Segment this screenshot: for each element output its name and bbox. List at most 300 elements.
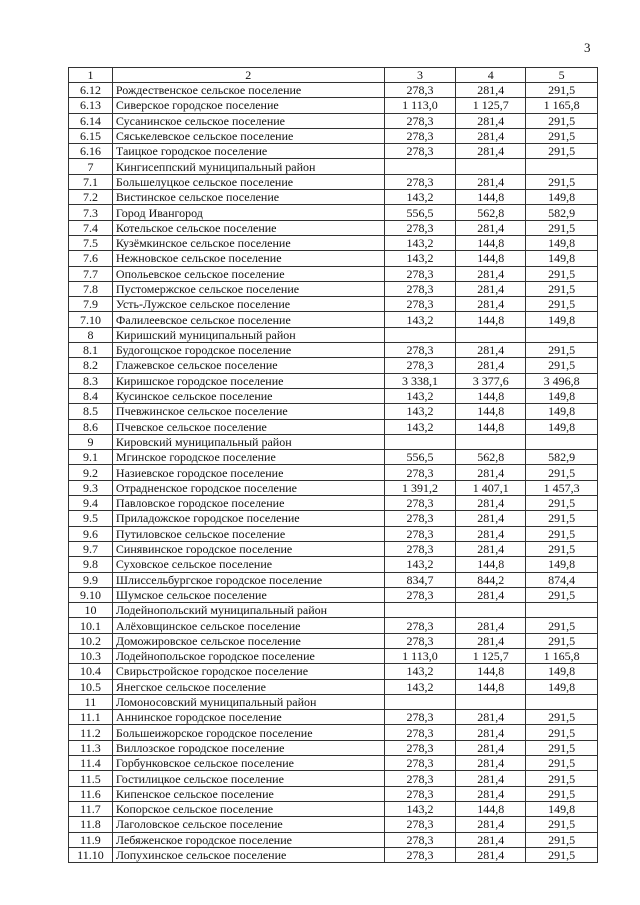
value-col4-cell: 144,8 <box>456 557 526 572</box>
municipality-name-cell: Сусанинское сельское поселение <box>112 113 384 128</box>
value-col3-cell: 143,2 <box>384 419 456 434</box>
value-col5-cell: 1 165,8 <box>526 648 598 663</box>
value-col4-cell: 1 125,7 <box>456 98 526 113</box>
table-row <box>69 113 598 128</box>
value-col4-cell: 281,4 <box>456 358 526 373</box>
value-col4-cell: 281,4 <box>456 144 526 159</box>
row-number-cell: 9.5 <box>69 511 113 526</box>
value-col5-cell: 291,5 <box>526 266 598 281</box>
value-col5-cell: 3 496,8 <box>526 373 598 388</box>
value-col4-cell: 281,4 <box>456 710 526 725</box>
table-row <box>69 266 598 281</box>
value-col3-cell: 278,3 <box>384 281 456 296</box>
row-number-cell: 11.5 <box>69 771 113 786</box>
row-number-cell: 6.14 <box>69 113 113 128</box>
municipality-name-cell: Павловское городское поселение <box>112 496 384 511</box>
value-col3-cell: 278,3 <box>384 786 456 801</box>
municipality-name-cell: Котельское сельское поселение <box>112 220 384 235</box>
value-col4-cell: 281,4 <box>456 740 526 755</box>
value-col3-cell: 278,3 <box>384 526 456 541</box>
table-row <box>69 190 598 205</box>
value-col4-cell: 281,4 <box>456 220 526 235</box>
value-col5-cell <box>526 434 598 449</box>
row-number-cell: 7.6 <box>69 251 113 266</box>
value-col3-cell: 278,3 <box>384 266 456 281</box>
table-row <box>69 98 598 113</box>
row-number-cell: 7.2 <box>69 190 113 205</box>
value-col3-cell: 278,3 <box>384 83 456 98</box>
table-row <box>69 847 598 862</box>
municipality-name-cell: Шумское сельское поселение <box>112 587 384 602</box>
value-col3-cell: 278,3 <box>384 756 456 771</box>
allocation-table <box>68 67 598 863</box>
value-col4-cell: 281,4 <box>456 832 526 847</box>
value-col3-cell: 278,3 <box>384 740 456 755</box>
value-col5-cell: 291,5 <box>526 740 598 755</box>
municipality-name-cell: Лодейнопольский муниципальный район <box>112 603 384 618</box>
table-row <box>69 159 598 174</box>
value-col4-cell: 281,4 <box>456 756 526 771</box>
value-col5-cell: 291,5 <box>526 756 598 771</box>
value-col3-cell: 556,5 <box>384 205 456 220</box>
row-number-cell: 8.1 <box>69 343 113 358</box>
municipality-name-cell: Будогощское городское поселение <box>112 343 384 358</box>
header-cell-2: 2 <box>112 68 384 83</box>
value-col3-cell: 278,3 <box>384 511 456 526</box>
value-col3-cell: 143,2 <box>384 190 456 205</box>
value-col3-cell: 143,2 <box>384 388 456 403</box>
value-col3-cell <box>384 159 456 174</box>
municipality-name-cell: Лаголовское сельское поселение <box>112 817 384 832</box>
table-row <box>69 511 598 526</box>
value-col5-cell: 291,5 <box>526 343 598 358</box>
value-col3-cell: 278,3 <box>384 465 456 480</box>
header-cell-3: 3 <box>384 68 456 83</box>
row-number-cell: 9.8 <box>69 557 113 572</box>
value-col4-cell: 281,4 <box>456 343 526 358</box>
value-col3-cell: 278,3 <box>384 847 456 862</box>
value-col3-cell: 278,3 <box>384 725 456 740</box>
municipality-name-cell: Нежновское сельское поселение <box>112 251 384 266</box>
table-row <box>69 572 598 587</box>
value-col5-cell <box>526 327 598 342</box>
value-col3-cell: 143,2 <box>384 312 456 327</box>
value-col5-cell: 149,8 <box>526 679 598 694</box>
value-col3-cell: 278,3 <box>384 496 456 511</box>
table-row <box>69 832 598 847</box>
value-col4-cell: 1 125,7 <box>456 648 526 663</box>
municipality-name-cell: Кировский муниципальный район <box>112 434 384 449</box>
municipality-name-cell: Назиевское городское поселение <box>112 465 384 480</box>
municipality-name-cell: Аннинское городское поселение <box>112 710 384 725</box>
value-col5-cell: 291,5 <box>526 817 598 832</box>
value-col3-cell: 278,3 <box>384 633 456 648</box>
row-number-cell: 9.9 <box>69 572 113 587</box>
value-col3-cell: 143,2 <box>384 664 456 679</box>
value-col3-cell: 1 113,0 <box>384 98 456 113</box>
table-row <box>69 756 598 771</box>
table-row <box>69 251 598 266</box>
municipality-name-cell: Копорское сельское поселение <box>112 801 384 816</box>
table-row <box>69 618 598 633</box>
municipality-name-cell: Пустомержское сельское поселение <box>112 281 384 296</box>
value-col5-cell: 291,5 <box>526 847 598 862</box>
row-number-cell: 10.1 <box>69 618 113 633</box>
value-col5-cell <box>526 603 598 618</box>
value-col4-cell: 281,4 <box>456 786 526 801</box>
value-col5-cell: 149,8 <box>526 190 598 205</box>
value-col5-cell <box>526 694 598 709</box>
value-col3-cell <box>384 327 456 342</box>
value-col3-cell: 278,3 <box>384 174 456 189</box>
value-col3-cell: 143,2 <box>384 404 456 419</box>
value-col3-cell: 143,2 <box>384 251 456 266</box>
value-col5-cell: 291,5 <box>526 633 598 648</box>
page-number: 3 <box>584 40 591 55</box>
row-number-cell: 7.8 <box>69 281 113 296</box>
row-number-cell: 11.9 <box>69 832 113 847</box>
value-col4-cell: 281,4 <box>456 725 526 740</box>
value-col5-cell: 291,5 <box>526 174 598 189</box>
table-row <box>69 404 598 419</box>
municipality-name-cell: Город Ивангород <box>112 205 384 220</box>
municipality-name-cell: Большелуцкое сельское поселение <box>112 174 384 189</box>
value-col3-cell: 278,3 <box>384 343 456 358</box>
table-row <box>69 312 598 327</box>
table-row <box>69 633 598 648</box>
value-col3-cell: 143,2 <box>384 235 456 250</box>
table-row <box>69 465 598 480</box>
municipality-name-cell: Лопухинское сельское поселение <box>112 847 384 862</box>
municipality-name-cell: Шлиссельбургское городское поселение <box>112 572 384 587</box>
table-row <box>69 480 598 495</box>
municipality-name-cell: Приладожское городское поселение <box>112 511 384 526</box>
table-row <box>69 450 598 465</box>
value-col3-cell: 278,3 <box>384 832 456 847</box>
row-number-cell: 8.5 <box>69 404 113 419</box>
header-cell-5: 5 <box>526 68 598 83</box>
row-number-cell: 7.4 <box>69 220 113 235</box>
value-col3-cell: 143,2 <box>384 557 456 572</box>
table-header-row <box>69 68 598 83</box>
value-col5-cell: 582,9 <box>526 205 598 220</box>
value-col4-cell: 281,4 <box>456 281 526 296</box>
row-number-cell: 11.4 <box>69 756 113 771</box>
value-col3-cell: 278,3 <box>384 144 456 159</box>
value-col5-cell: 149,8 <box>526 557 598 572</box>
value-col5-cell: 291,5 <box>526 358 598 373</box>
municipality-name-cell: Свирьстройское городское поселение <box>112 664 384 679</box>
table-row <box>69 786 598 801</box>
value-col5-cell: 874,4 <box>526 572 598 587</box>
value-col4-cell: 281,4 <box>456 618 526 633</box>
value-col5-cell: 291,5 <box>526 786 598 801</box>
row-number-cell: 11 <box>69 694 113 709</box>
table-row <box>69 664 598 679</box>
value-col4-cell <box>456 694 526 709</box>
row-number-cell: 7.10 <box>69 312 113 327</box>
row-number-cell: 9.7 <box>69 541 113 556</box>
value-col4-cell: 144,8 <box>456 235 526 250</box>
value-col5-cell: 149,8 <box>526 801 598 816</box>
value-col4-cell <box>456 327 526 342</box>
municipality-name-cell: Усть-Лужское сельское поселение <box>112 297 384 312</box>
value-col5-cell: 1 457,3 <box>526 480 598 495</box>
row-number-cell: 8 <box>69 327 113 342</box>
value-col5-cell: 291,5 <box>526 128 598 143</box>
value-col5-cell: 291,5 <box>526 297 598 312</box>
row-number-cell: 6.12 <box>69 83 113 98</box>
table-row <box>69 603 598 618</box>
row-number-cell: 10.2 <box>69 633 113 648</box>
municipality-name-cell: Отрадненское городское поселение <box>112 480 384 495</box>
value-col4-cell: 281,4 <box>456 526 526 541</box>
value-col4-cell: 281,4 <box>456 297 526 312</box>
municipality-name-cell: Алёховщинское сельское поселение <box>112 618 384 633</box>
value-col4-cell: 144,8 <box>456 388 526 403</box>
table-row <box>69 373 598 388</box>
municipality-name-cell: Горбунковское сельское поселение <box>112 756 384 771</box>
value-col4-cell: 281,4 <box>456 128 526 143</box>
municipality-name-cell: Путиловское сельское поселение <box>112 526 384 541</box>
municipality-name-cell: Сяськелевское сельское поселение <box>112 128 384 143</box>
value-col5-cell: 149,8 <box>526 664 598 679</box>
value-col4-cell: 144,8 <box>456 801 526 816</box>
table-row <box>69 235 598 250</box>
value-col4-cell: 3 377,6 <box>456 373 526 388</box>
value-col4-cell: 281,4 <box>456 541 526 556</box>
value-col4-cell <box>456 603 526 618</box>
row-number-cell: 11.1 <box>69 710 113 725</box>
municipality-name-cell: Большеижорское городское поселение <box>112 725 384 740</box>
value-col3-cell: 278,3 <box>384 817 456 832</box>
value-col5-cell: 149,8 <box>526 235 598 250</box>
value-col5-cell: 149,8 <box>526 419 598 434</box>
row-number-cell: 9.1 <box>69 450 113 465</box>
municipality-name-cell: Гостилицкое сельское поселение <box>112 771 384 786</box>
municipality-name-cell: Пчевское сельское поселение <box>112 419 384 434</box>
table-row <box>69 694 598 709</box>
value-col5-cell: 291,5 <box>526 113 598 128</box>
table-row <box>69 740 598 755</box>
value-col5-cell: 291,5 <box>526 541 598 556</box>
value-col3-cell: 278,3 <box>384 113 456 128</box>
value-col4-cell: 281,4 <box>456 511 526 526</box>
table-row <box>69 144 598 159</box>
municipality-name-cell: Таицкое городское поселение <box>112 144 384 159</box>
table-row <box>69 496 598 511</box>
value-col4-cell: 844,2 <box>456 572 526 587</box>
row-number-cell: 9.2 <box>69 465 113 480</box>
table-row <box>69 541 598 556</box>
row-number-cell: 8.2 <box>69 358 113 373</box>
municipality-name-cell: Лодейнопольское городское поселение <box>112 648 384 663</box>
value-col3-cell <box>384 434 456 449</box>
value-col3-cell: 278,3 <box>384 710 456 725</box>
municipality-name-cell: Мгинское городское поселение <box>112 450 384 465</box>
value-col4-cell: 562,8 <box>456 450 526 465</box>
table-row <box>69 83 598 98</box>
value-col4-cell: 281,4 <box>456 174 526 189</box>
table-row <box>69 771 598 786</box>
value-col5-cell: 291,5 <box>526 587 598 602</box>
value-col5-cell: 149,8 <box>526 251 598 266</box>
table-row <box>69 281 598 296</box>
value-col3-cell: 143,2 <box>384 801 456 816</box>
table-row <box>69 174 598 189</box>
row-number-cell: 8.6 <box>69 419 113 434</box>
row-number-cell: 6.16 <box>69 144 113 159</box>
value-col5-cell: 291,5 <box>526 281 598 296</box>
municipality-name-cell: Рождественское сельское поселение <box>112 83 384 98</box>
row-number-cell: 7.5 <box>69 235 113 250</box>
row-number-cell: 10.5 <box>69 679 113 694</box>
municipality-name-cell: Кипенское сельское поселение <box>112 786 384 801</box>
value-col4-cell: 1 407,1 <box>456 480 526 495</box>
value-col4-cell: 281,4 <box>456 817 526 832</box>
value-col4-cell: 281,4 <box>456 496 526 511</box>
table-row <box>69 220 598 235</box>
row-number-cell: 6.15 <box>69 128 113 143</box>
value-col4-cell: 144,8 <box>456 664 526 679</box>
table-row <box>69 725 598 740</box>
header-cell-1: 1 <box>69 68 113 83</box>
municipality-name-cell: Доможировское сельское поселение <box>112 633 384 648</box>
value-col4-cell: 144,8 <box>456 251 526 266</box>
table-row <box>69 710 598 725</box>
row-number-cell: 9 <box>69 434 113 449</box>
value-col3-cell: 278,3 <box>384 771 456 786</box>
value-col3-cell: 143,2 <box>384 679 456 694</box>
value-col3-cell: 1 113,0 <box>384 648 456 663</box>
value-col5-cell: 1 165,8 <box>526 98 598 113</box>
value-col5-cell: 291,5 <box>526 618 598 633</box>
municipality-name-cell: Синявинское городское поселение <box>112 541 384 556</box>
value-col5-cell: 149,8 <box>526 312 598 327</box>
table-row <box>69 648 598 663</box>
value-col3-cell: 278,3 <box>384 297 456 312</box>
table-row <box>69 205 598 220</box>
value-col3-cell: 278,3 <box>384 128 456 143</box>
value-col3-cell: 278,3 <box>384 541 456 556</box>
value-col5-cell: 149,8 <box>526 388 598 403</box>
municipality-name-cell: Виллозское городское поселение <box>112 740 384 755</box>
header-cell-4: 4 <box>456 68 526 83</box>
value-col4-cell: 144,8 <box>456 312 526 327</box>
municipality-name-cell: Кусинское сельское поселение <box>112 388 384 403</box>
value-col3-cell: 278,3 <box>384 587 456 602</box>
value-col3-cell: 1 391,2 <box>384 480 456 495</box>
value-col4-cell: 144,8 <box>456 404 526 419</box>
row-number-cell: 11.8 <box>69 817 113 832</box>
table-row <box>69 526 598 541</box>
table-row <box>69 801 598 816</box>
value-col5-cell: 291,5 <box>526 144 598 159</box>
row-number-cell: 8.4 <box>69 388 113 403</box>
value-col5-cell: 291,5 <box>526 83 598 98</box>
value-col4-cell: 144,8 <box>456 679 526 694</box>
value-col5-cell: 291,5 <box>526 511 598 526</box>
municipality-name-cell: Киришское городское поселение <box>112 373 384 388</box>
value-col4-cell: 281,4 <box>456 847 526 862</box>
table-row <box>69 419 598 434</box>
value-col5-cell: 291,5 <box>526 496 598 511</box>
value-col5-cell <box>526 159 598 174</box>
row-number-cell: 10 <box>69 603 113 618</box>
value-col5-cell: 291,5 <box>526 465 598 480</box>
table-row <box>69 128 598 143</box>
value-col5-cell: 291,5 <box>526 832 598 847</box>
row-number-cell: 10.3 <box>69 648 113 663</box>
value-col5-cell: 291,5 <box>526 725 598 740</box>
value-col5-cell: 149,8 <box>526 404 598 419</box>
value-col3-cell <box>384 603 456 618</box>
value-col4-cell: 281,4 <box>456 83 526 98</box>
row-number-cell: 11.7 <box>69 801 113 816</box>
row-number-cell: 7 <box>69 159 113 174</box>
value-col3-cell: 278,3 <box>384 358 456 373</box>
municipality-name-cell: Ломоносовский муниципальный район <box>112 694 384 709</box>
value-col4-cell: 144,8 <box>456 419 526 434</box>
value-col4-cell <box>456 159 526 174</box>
value-col4-cell: 562,8 <box>456 205 526 220</box>
municipality-name-cell: Кингисеппский муниципальный район <box>112 159 384 174</box>
table-row <box>69 679 598 694</box>
municipality-name-cell: Фалилеевское сельское поселение <box>112 312 384 327</box>
municipality-name-cell: Киришский муниципальный район <box>112 327 384 342</box>
value-col4-cell: 281,4 <box>456 113 526 128</box>
municipality-name-cell: Суховское сельское поселение <box>112 557 384 572</box>
value-col3-cell: 556,5 <box>384 450 456 465</box>
municipality-name-cell: Лебяженское городское поселение <box>112 832 384 847</box>
value-col5-cell: 291,5 <box>526 526 598 541</box>
value-col3-cell: 278,3 <box>384 220 456 235</box>
table-row <box>69 587 598 602</box>
municipality-name-cell: Янегское сельское поселение <box>112 679 384 694</box>
row-number-cell: 7.3 <box>69 205 113 220</box>
table-row <box>69 434 598 449</box>
row-number-cell: 6.13 <box>69 98 113 113</box>
table-row <box>69 817 598 832</box>
row-number-cell: 7.9 <box>69 297 113 312</box>
table-row <box>69 297 598 312</box>
value-col3-cell: 834,7 <box>384 572 456 587</box>
table-row <box>69 343 598 358</box>
row-number-cell: 9.4 <box>69 496 113 511</box>
row-number-cell: 7.7 <box>69 266 113 281</box>
municipality-name-cell: Вистинское сельское поселение <box>112 190 384 205</box>
value-col4-cell: 281,4 <box>456 771 526 786</box>
value-col3-cell: 3 338,1 <box>384 373 456 388</box>
municipality-name-cell: Кузёмкинское сельское поселение <box>112 235 384 250</box>
value-col4-cell: 281,4 <box>456 266 526 281</box>
value-col5-cell: 291,5 <box>526 220 598 235</box>
municipality-name-cell: Сиверское городское поселение <box>112 98 384 113</box>
row-number-cell: 9.3 <box>69 480 113 495</box>
value-col4-cell: 281,4 <box>456 633 526 648</box>
value-col5-cell: 582,9 <box>526 450 598 465</box>
value-col5-cell: 291,5 <box>526 771 598 786</box>
row-number-cell: 11.3 <box>69 740 113 755</box>
row-number-cell: 10.4 <box>69 664 113 679</box>
value-col3-cell <box>384 694 456 709</box>
value-col5-cell: 291,5 <box>526 710 598 725</box>
row-number-cell: 11.6 <box>69 786 113 801</box>
value-col4-cell: 281,4 <box>456 465 526 480</box>
row-number-cell: 9.6 <box>69 526 113 541</box>
table-row <box>69 327 598 342</box>
row-number-cell: 11.2 <box>69 725 113 740</box>
